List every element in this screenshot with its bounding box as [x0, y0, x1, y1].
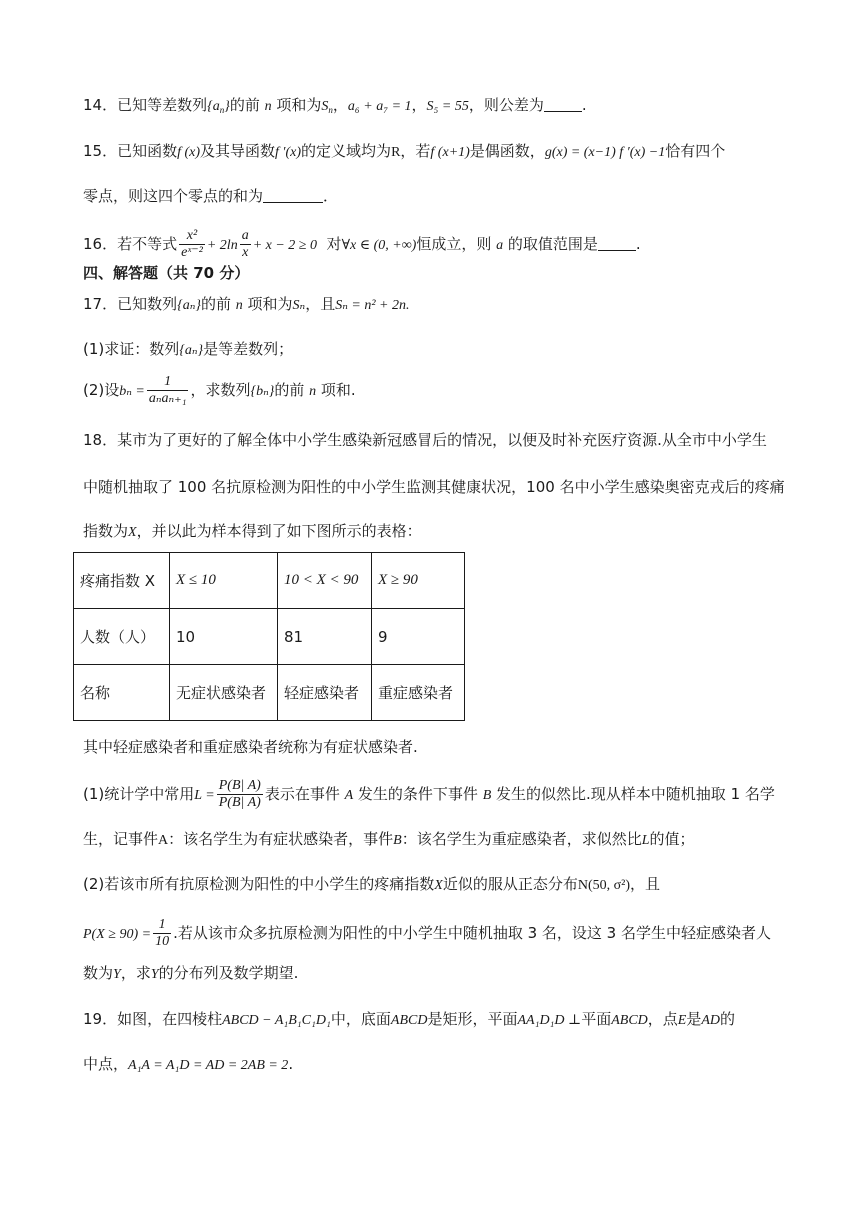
q14-condition-1: a₆ + a₇ = 1: [347, 99, 412, 114]
probability-fraction: $\frac{1}{10}$: [155, 917, 170, 949]
q17-part-2: (2)设bₙ = $\frac{1}{\text{aₙaₙ₊₁}}$ ，求数列{bₙ}的前 n 项和.: [83, 374, 356, 406]
q18-part-1-line-1: (1)统计学中常用L = $\frac{P(B| A)}{P(B| A)}$ 表示在事件 A 发生的条件下事件 B 发生的似然比.现从样本中随机抽取 1 名学: [83, 778, 775, 810]
q16-fraction-1: $\frac{\text{x²}}{\text{eˣ⁻²}}$: [181, 228, 203, 260]
table-cell: 10 < X < 90: [278, 553, 372, 609]
answer-blank: [263, 188, 323, 203]
q18-part-2-line-2: P(X ≥ 90) = $\frac{1}{10}$ .若从该市众多抗原检测为阳性的中小学生中随机抽取 3 名，设这 3 名学生中轻症感染者人: [83, 917, 771, 949]
q14-seq: $\{a_n\}$: [207, 99, 230, 115]
q18-line-2: 中随机抽取了 100 名抗原检测为阳性的中小学生监测其健康状况，100 名中小学生感染奥密克戎后的疼痛: [83, 478, 785, 496]
table-cell: 10: [170, 609, 278, 665]
table-cell: X ≤ 10: [170, 553, 278, 609]
q15-line-1: 15．已知函数f (x)及其导函数f ′(x)的定义域均为R，若f (x+1)是偶函数，g(x) = (x−1) f ′(x) −1恰有四个: [83, 142, 726, 160]
q15-line-2: 零点，则这四个零点的和为 ．: [83, 187, 339, 205]
likelihood-ratio-fraction: $\frac{P(B| A)}{P(B| A)}$: [218, 778, 261, 810]
table-cell: X ≥ 90: [372, 553, 465, 609]
table-cell: 疼痛指数 X: [74, 553, 170, 609]
table-cell: 名称: [74, 665, 170, 721]
q19-line-1: 19．如图，在四棱柱ABCD − A₁B₁C₁D₁中，底面ABCD是矩形，平面AA₁D₁D ⊥平面ABCD，点E是AD的: [83, 1010, 736, 1028]
table-cell: 人数（人）: [74, 609, 170, 665]
table-cell: 轻症感染者: [278, 665, 372, 721]
pain-index-table: [73, 552, 465, 721]
q17-part-1: (1)求证：数列{aₙ}是等差数列；: [83, 340, 294, 358]
q19-line-2: 中点，A₁A = A₁D = AD = 2AB = 2.: [83, 1055, 294, 1073]
table-cell: 81: [278, 609, 372, 665]
q14-text: 14．已知等差数列: [83, 96, 208, 114]
table-cell: 无症状感染者: [170, 665, 278, 721]
q14-line: 14．已知等差数列$\{a_n\}$的前 n 项和为$S_n$，a₆ + a₇ = 1，S₅ = 55，则公差为 .: [83, 96, 587, 115]
table-row: [74, 609, 465, 665]
table-row: [74, 665, 465, 721]
q18-part-2-line-3: 数为Y，求Y的分布列及数学期望.: [83, 964, 299, 982]
q18-line-1: 18．某市为了更好的了解全体中小学生感染新冠感冒后的情况，以便及时补充医疗资源.从全市中小学生: [83, 431, 767, 449]
answer-blank: [598, 236, 636, 251]
q16-fraction-2: $\frac{a}{x}$: [241, 228, 249, 260]
q18-part-2-line-1: (2)若该市所有抗原检测为阳性的中小学生的疼痛指数X近似的服从正态分布N(50, σ²)，且: [83, 875, 661, 893]
q18-part-1-line-2: 生，记事件A：该名学生为有症状感染者，事件B：该名学生为重症感染者，求似然比L的值；: [83, 830, 695, 848]
q17-fraction: $\frac{1}{\text{aₙaₙ₊₁}}$: [148, 374, 187, 406]
table-cell: 9: [372, 609, 465, 665]
q18-note: 其中轻症感染者和重症感染者统称为有症状感染者.: [83, 738, 418, 756]
q17-line: 17．已知数列{aₙ}的前 n 项和为Sₙ，且Sₙ = n² + 2n.: [83, 295, 410, 313]
answer-blank: [544, 97, 582, 112]
q18-line-3: 指数为X，并以此为样本得到了如下图所示的表格：: [83, 522, 422, 540]
table-row: [74, 553, 465, 609]
table-cell: 重症感染者: [372, 665, 465, 721]
q14-condition-2: S₅ = 55: [426, 99, 469, 114]
section-heading: 四、解答题（共 70 分）: [83, 264, 250, 282]
q16-line: 16．若不等式 $\frac{\text{x²}}{\text{eˣ⁻²}}$ + 2ln $\frac{a}{x}$ + x − 2 ≥ 0 对∀x ∈ (0, +∞)恒成立，则 a 的取值范围是 .: [83, 228, 641, 260]
